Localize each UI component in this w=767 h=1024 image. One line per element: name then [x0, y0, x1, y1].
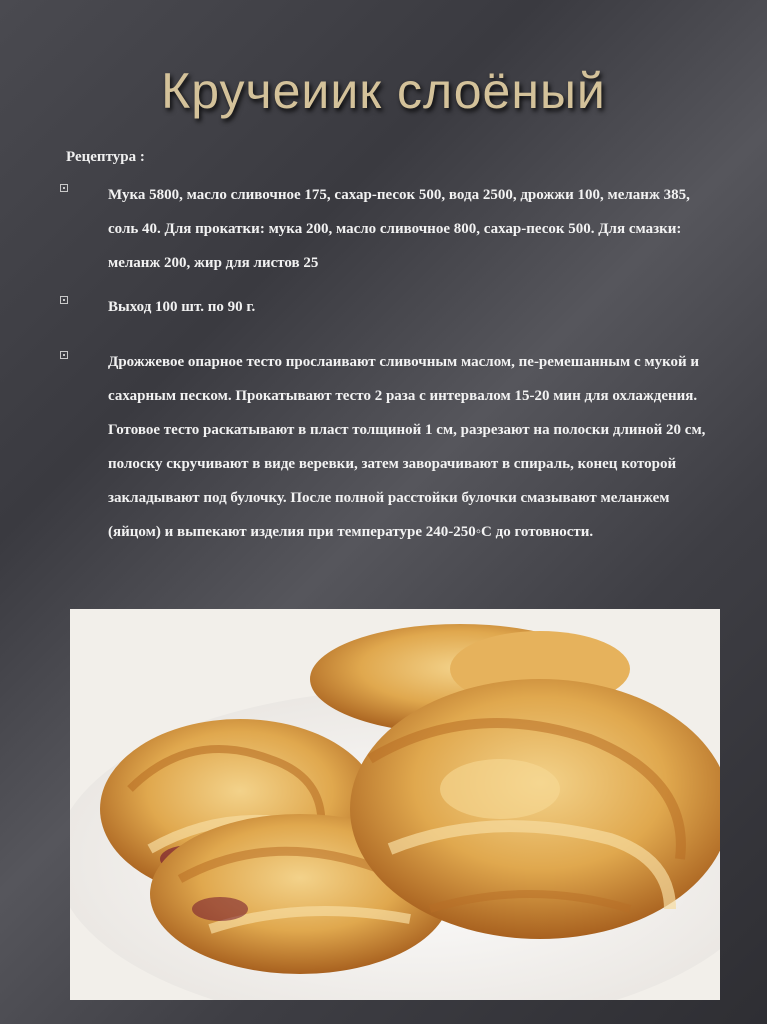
list-item-method	[60, 345, 710, 549]
slide-title: Кручеиик слоёный	[161, 63, 606, 119]
method-text: Дрожжевое опарное тесто прослаивают сливочным маслом, пе-ремешанным с мукой и сахарным песком. Прокатывают тесто 2 раза с интервалом 15-20 мин для охлаждения. Готовое тесто раскатывают в пласт толщиной 1 см, разрезают на полоски длиной 20 см, полоску скручивают в виде веревки, затем заворачивают в спираль, конец которой закладывают под булочку. После полной расстойки булочки смазывают меланжем (яйцом) и выпекают изделия при температуре 240-250◦С до готовности.	[108, 354, 706, 540]
yield-text: Выход 100 шт. по 90 г.	[108, 299, 256, 315]
recipe-label: Рецептура :	[66, 149, 145, 165]
bullet-icon	[60, 296, 68, 304]
pastry-right	[350, 679, 720, 939]
list-item-yield	[60, 290, 710, 324]
pastry-photo	[70, 609, 720, 1000]
list-item-ingredients	[60, 178, 710, 280]
ingredients-text: Мука 5800, масло сливочное 175, сахар-песок 500, вода 2500, дрожжи 100, меланж 385, соль 40. Для прокатки: мука 200, масло сливочное 800, сахар-песок 500. Для смазки: меланж 200, жир для листов 25	[108, 187, 690, 271]
bullet-icon	[60, 351, 68, 359]
pastry-illustration	[70, 609, 720, 1000]
bullet-icon	[60, 184, 68, 192]
